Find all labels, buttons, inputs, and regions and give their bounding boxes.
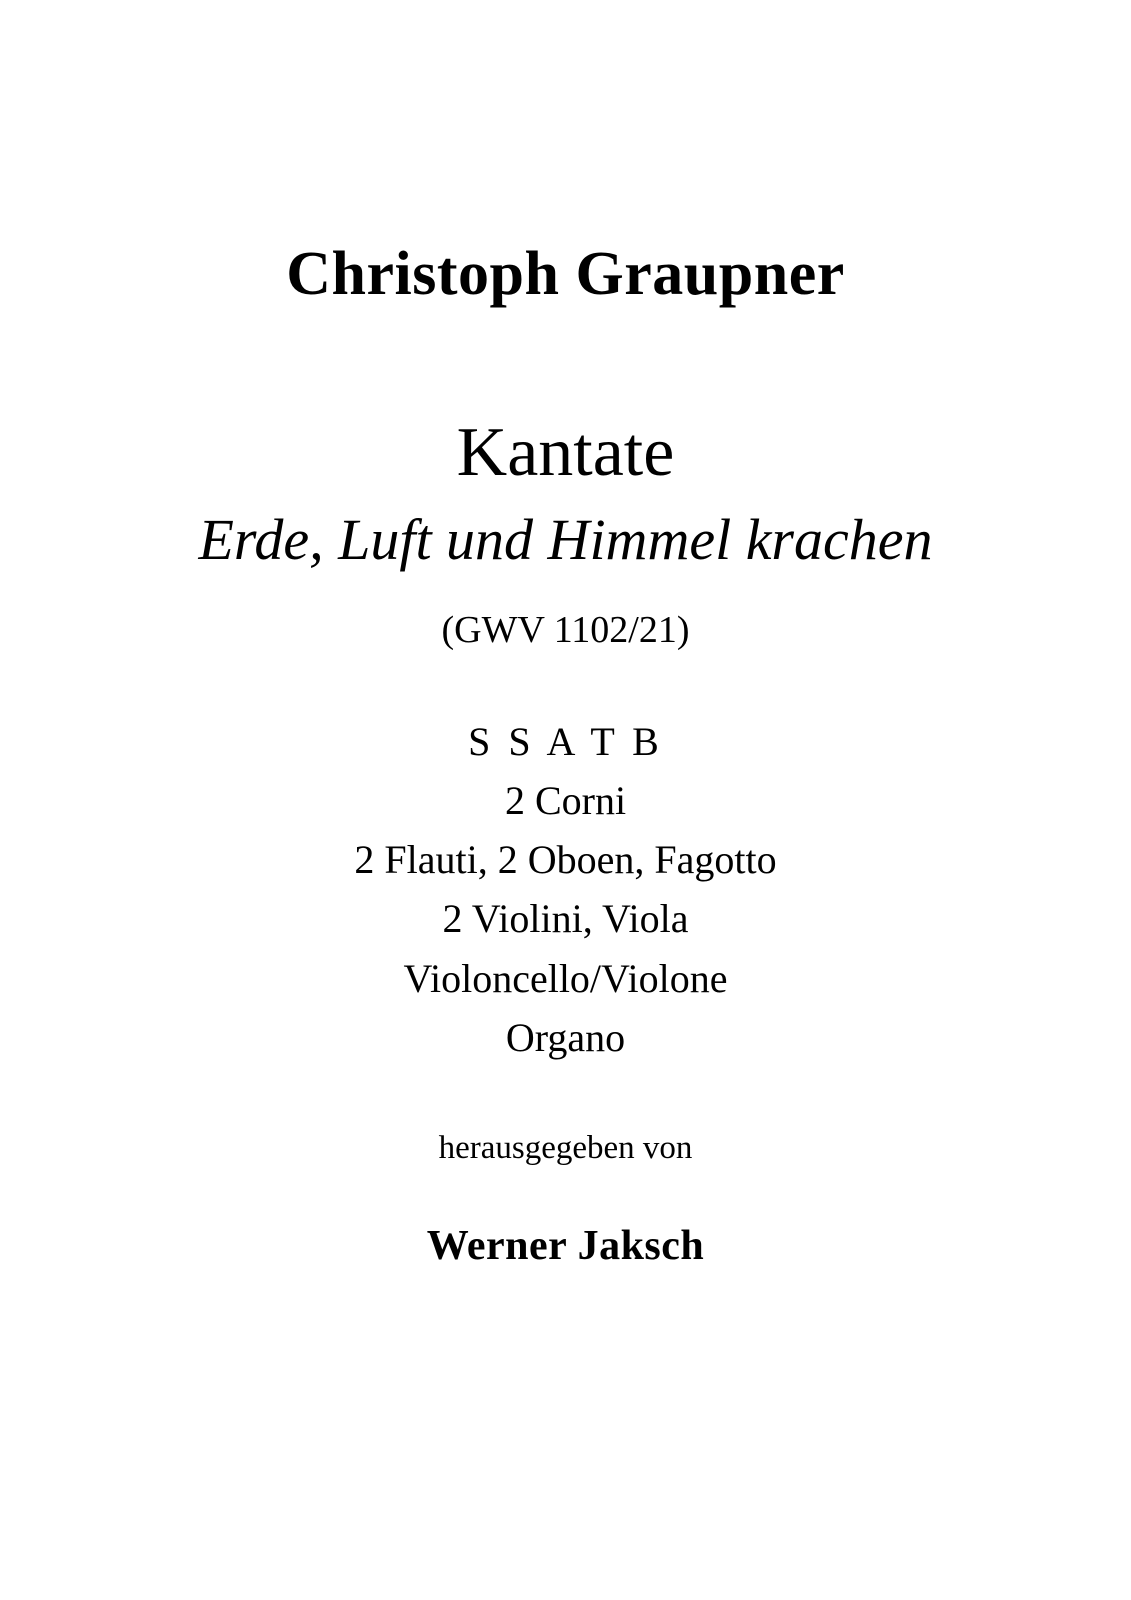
scoring-line-strings: 2 Violini, Viola — [442, 896, 689, 942]
work-genre: Kantate — [456, 414, 675, 492]
work-title: Erde, Luft und Himmel krachen — [198, 506, 933, 572]
scoring-line-voices: S S A T B — [468, 718, 663, 764]
scoring-line-winds: 2 Flauti, 2 Oboen, Fagotto — [354, 837, 777, 883]
scoring-line-bass: Violoncello/Violone — [403, 955, 728, 1001]
catalog-number: (GWV 1102/21) — [441, 609, 690, 652]
scoring-line-corni: 2 Corni — [504, 777, 627, 823]
scoring-line-organo: Organo — [505, 1014, 626, 1060]
scoring-list — [0, 712, 1131, 1067]
editor-label: herausgegeben von — [438, 1129, 693, 1166]
composer-name: Christoph Graupner — [286, 240, 845, 308]
editor-name: Werner Jaksch — [426, 1222, 705, 1269]
